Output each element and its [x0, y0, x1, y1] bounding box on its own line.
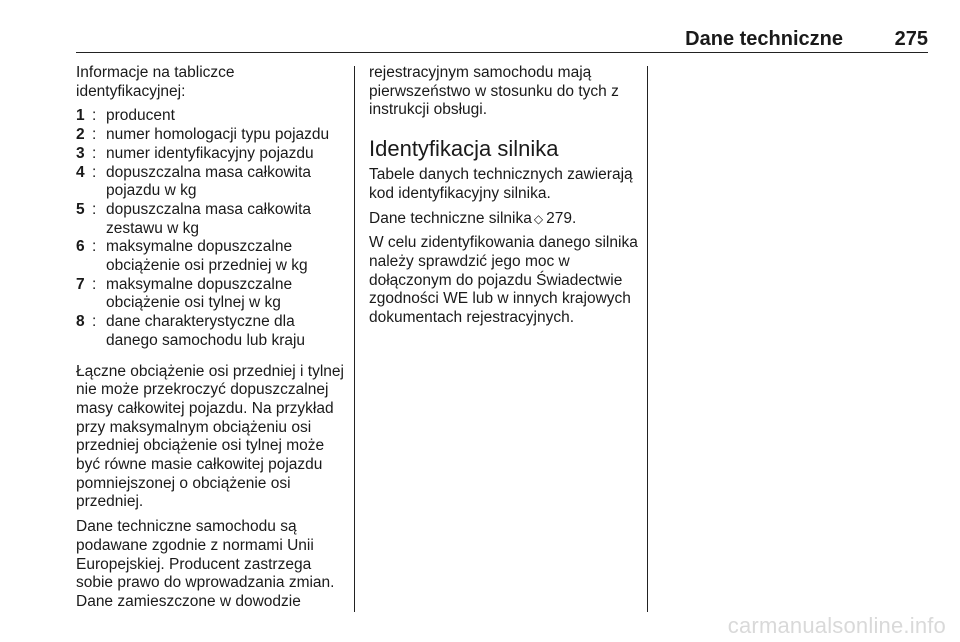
section-heading: Identyfikacja silnika — [369, 136, 559, 162]
item-number: 3 — [76, 144, 85, 162]
column-divider-right — [647, 66, 648, 612]
item-separator: : — [92, 313, 97, 331]
eu-standards-paragraph: Dane techniczne samochodu są podawane zgodnie z normami Unii Europejskiej. Producent zastrzega sobie prawo do wprowadzania zmian. Dane zamieszczone w dowodzie — [76, 518, 335, 610]
item-number: 6 — [76, 238, 85, 256]
item-number: 5 — [76, 200, 85, 218]
item-text: maksymalne dopuszczalne obciążenie osi tylnej w kg — [106, 275, 293, 312]
continuation-paragraph: rejestracyjnym samochodu mają pierwszeństwo w stosunku do tych z instrukcji obsługi. — [369, 64, 619, 119]
item-number: 1 — [76, 107, 85, 125]
list-item — [76, 276, 344, 313]
item-number: 8 — [76, 313, 85, 331]
item-separator: : — [92, 238, 97, 256]
axle-load-paragraph: Łączne obciążenie osi przedniej i tylnej nie może przekroczyć dopuszczalnej masy całkowitej pojazdu. Na przykład przy maksymalnym obciążeniu osi przedniej obciążenie osi tylnej może być równe masie całkowitej pojazdu pomniejszonej o obciążenie osi przedniej. — [76, 362, 344, 511]
item-separator: : — [92, 107, 97, 125]
list-item — [76, 313, 344, 350]
list-item — [76, 201, 344, 238]
item-text: maksymalne dopuszczalne obciążenie osi przedniej w kg — [106, 238, 308, 275]
item-text: numer identyfikacyjny pojazdu — [106, 144, 314, 162]
item-text: dopuszczalna masa całkowita pojazdu w kg — [106, 163, 312, 200]
item-separator: : — [92, 163, 97, 181]
list-item — [76, 238, 344, 275]
item-number: 4 — [76, 163, 85, 181]
item-text: producent — [106, 107, 175, 125]
item-text: dopuszczalna masa całkowita zestawu w kg — [106, 200, 312, 237]
item-text: dane charakterystyczne dla danego samochodu lub kraju — [106, 313, 306, 349]
item-separator: : — [92, 144, 97, 162]
list-item — [76, 126, 344, 145]
item-number: 7 — [76, 275, 85, 293]
cross-reference-icon: ◇ — [533, 211, 544, 226]
tables-paragraph: Tabele danych technicznych zawierają kod identyfikacyjny silnika. — [369, 166, 633, 202]
watermark: carmanualsonline.info — [727, 613, 946, 638]
left-column — [76, 64, 344, 618]
item-text: numer homologacji typu pojazdu — [106, 126, 330, 144]
item-separator: : — [92, 126, 97, 144]
list-item — [76, 145, 344, 164]
engine-data-reference — [369, 210, 641, 229]
reference-page-link[interactable]: 279. — [546, 209, 577, 227]
page-number: 275 — [894, 28, 928, 50]
section-title: Dane techniczne — [685, 28, 843, 50]
plate-intro: Informacje na tabliczce identyfikacyjnej: — [76, 64, 235, 100]
list-item — [76, 107, 344, 126]
item-number: 2 — [76, 126, 85, 144]
item-separator: : — [92, 275, 97, 293]
plate-items-list — [76, 107, 344, 350]
header-rule — [76, 52, 928, 53]
list-item — [76, 164, 344, 201]
engine-power-paragraph: W celu zidentyfikowania danego silnika należy sprawdzić jego moc w dołączonym do pojazdu Świadectwie zgodności WE lub w innych krajowych dokumentach rejestracyjnych. — [369, 234, 638, 327]
middle-column — [369, 64, 641, 334]
item-separator: : — [92, 200, 97, 218]
reference-text: Dane techniczne silnika — [369, 209, 532, 227]
column-divider-left — [354, 66, 355, 612]
